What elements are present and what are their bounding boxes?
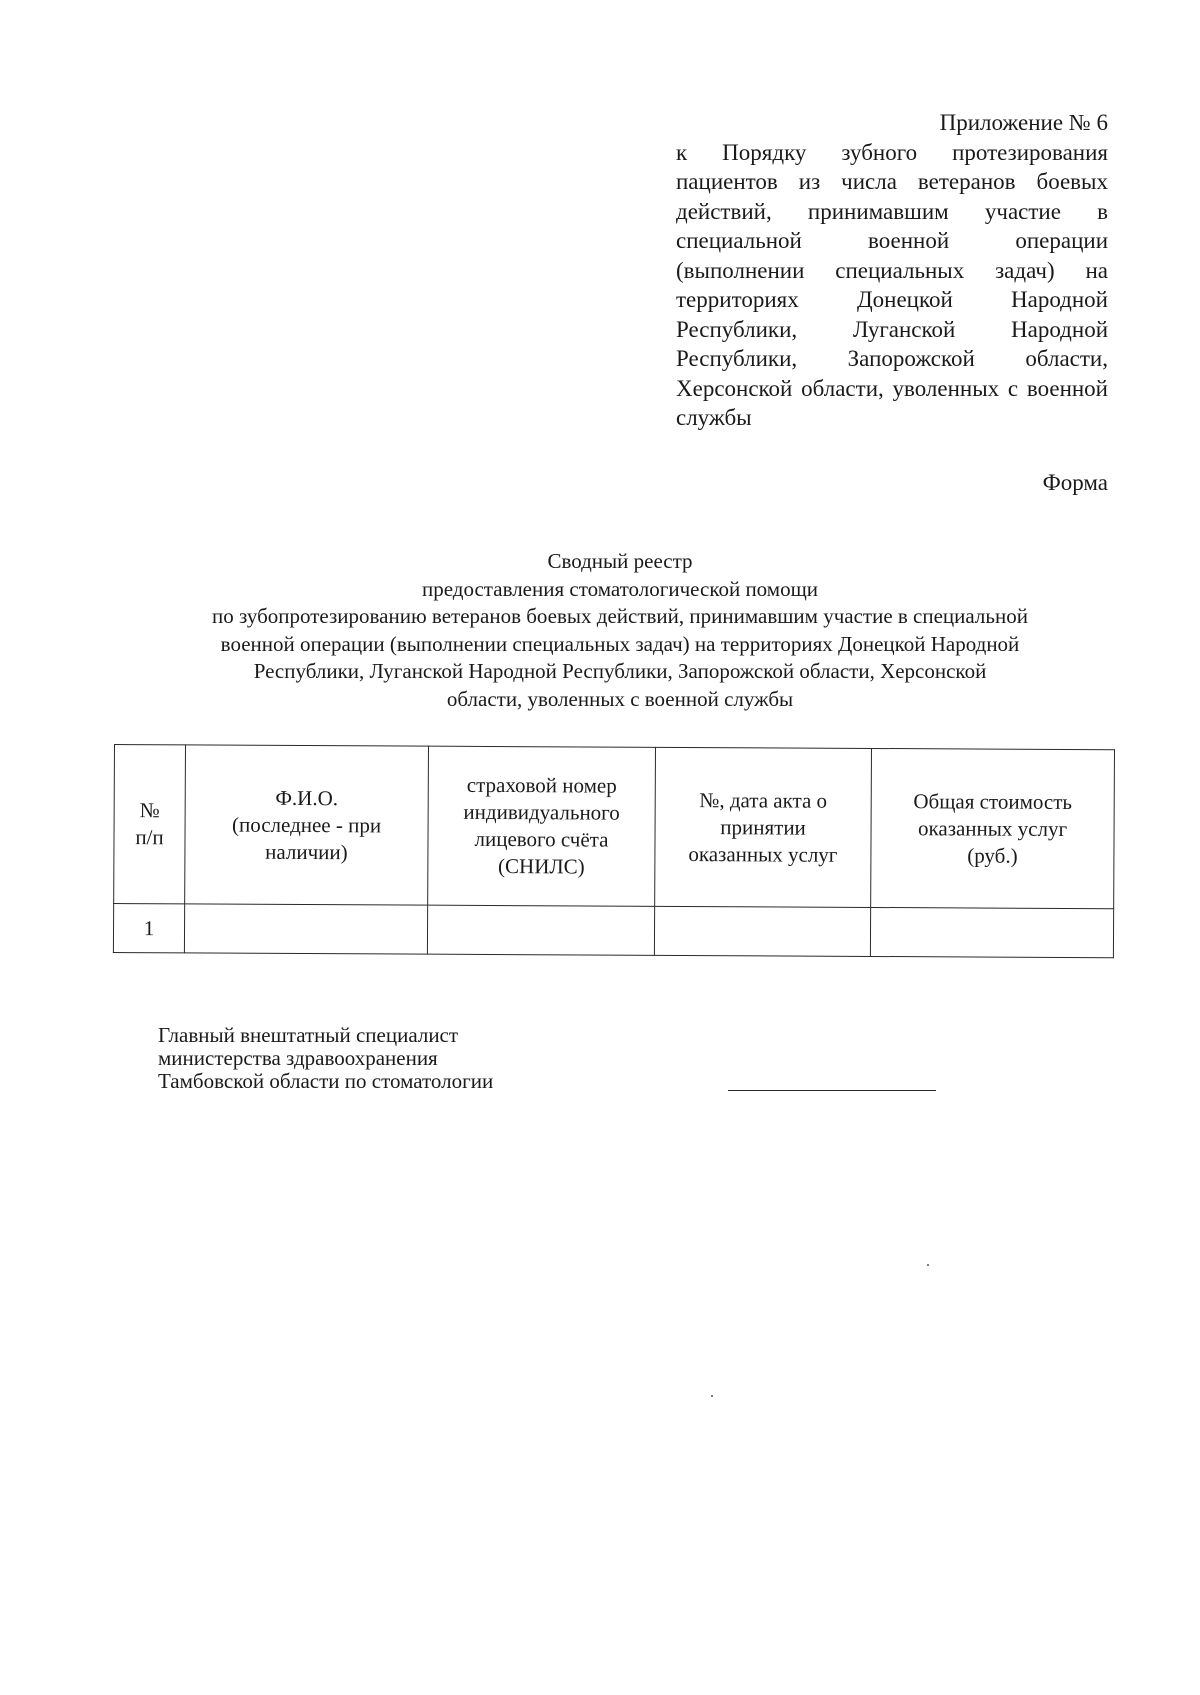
- header-line: (руб.): [967, 842, 1018, 868]
- header-number: [114, 745, 186, 904]
- signature-block: [158, 1024, 493, 1093]
- header-line: страховой номер: [466, 772, 617, 798]
- header-line: принятии: [720, 814, 806, 840]
- signature-line: министерства здравоохранения: [158, 1046, 438, 1070]
- appendix-text: к Порядку зубного протезирования пациентов из числа ветеранов боевых действий, принимавшим участие в специальной военной операции (выполнении специальных задач) на территориях Донецкой Народной Республики, Луганской Народной Республики, Запорожской области, Херсонской области, уволенных с военной службы: [676, 139, 1108, 430]
- header-line: индивидуального: [463, 799, 620, 825]
- appendix-block: [676, 108, 1108, 433]
- signature-line: Главный внештатный специалист: [158, 1023, 459, 1047]
- header-line: оказанных услуг: [688, 841, 838, 867]
- table-header-row: [114, 745, 1115, 909]
- header-line: №, дата акта о: [699, 787, 828, 813]
- title-line: военной операции (выполнении специальных задач) на территориях Донецкой Народной: [220, 631, 1020, 656]
- appendix-number: Приложение № 6: [939, 110, 1108, 135]
- cell-number: 1: [113, 904, 184, 953]
- header-line: п/п: [135, 825, 164, 850]
- title-line: Республики, Луганской Народной Республики, Запорожской области, Херсонской: [253, 659, 987, 683]
- scan-speck: [711, 1395, 713, 1397]
- signature-underline: [728, 1090, 936, 1091]
- header-line: Ф.И.О.: [275, 785, 339, 810]
- header-act: [655, 747, 872, 907]
- table-row: [113, 904, 1113, 958]
- header-line: №: [139, 798, 160, 823]
- header-line: (последнее - при: [231, 812, 382, 837]
- cell-act: [654, 906, 870, 956]
- cell-total-cost: [870, 907, 1113, 957]
- header-line: лицевого счёта: [474, 826, 609, 852]
- registry-table: [113, 744, 1115, 958]
- cell-fio: [184, 904, 427, 954]
- document-title: [140, 548, 1100, 713]
- header-line: наличии): [265, 839, 348, 864]
- title-line: Сводный реестр: [547, 549, 693, 573]
- header-line: оказанных услуг: [917, 815, 1068, 841]
- scan-speck: [927, 1264, 929, 1266]
- cell-snils: [427, 905, 654, 955]
- header-line: Общая стоимость: [913, 788, 1073, 814]
- header-total-cost: [871, 748, 1115, 908]
- form-label: Форма: [1042, 470, 1108, 495]
- header-fio: [185, 745, 429, 905]
- registry-table-wrapper: [114, 744, 1115, 953]
- signature-line: Тамбовской области по стоматологии: [158, 1069, 494, 1093]
- header-snils: [428, 746, 656, 906]
- header-line: (СНИЛС): [498, 854, 585, 879]
- title-line: области, уволенных с военной службы: [446, 686, 794, 711]
- title-line: предоставления стоматологической помощи: [422, 576, 818, 601]
- title-line: по зубопротезированию ветеранов боевых действий, принимавшим участие в специальной: [212, 604, 1028, 628]
